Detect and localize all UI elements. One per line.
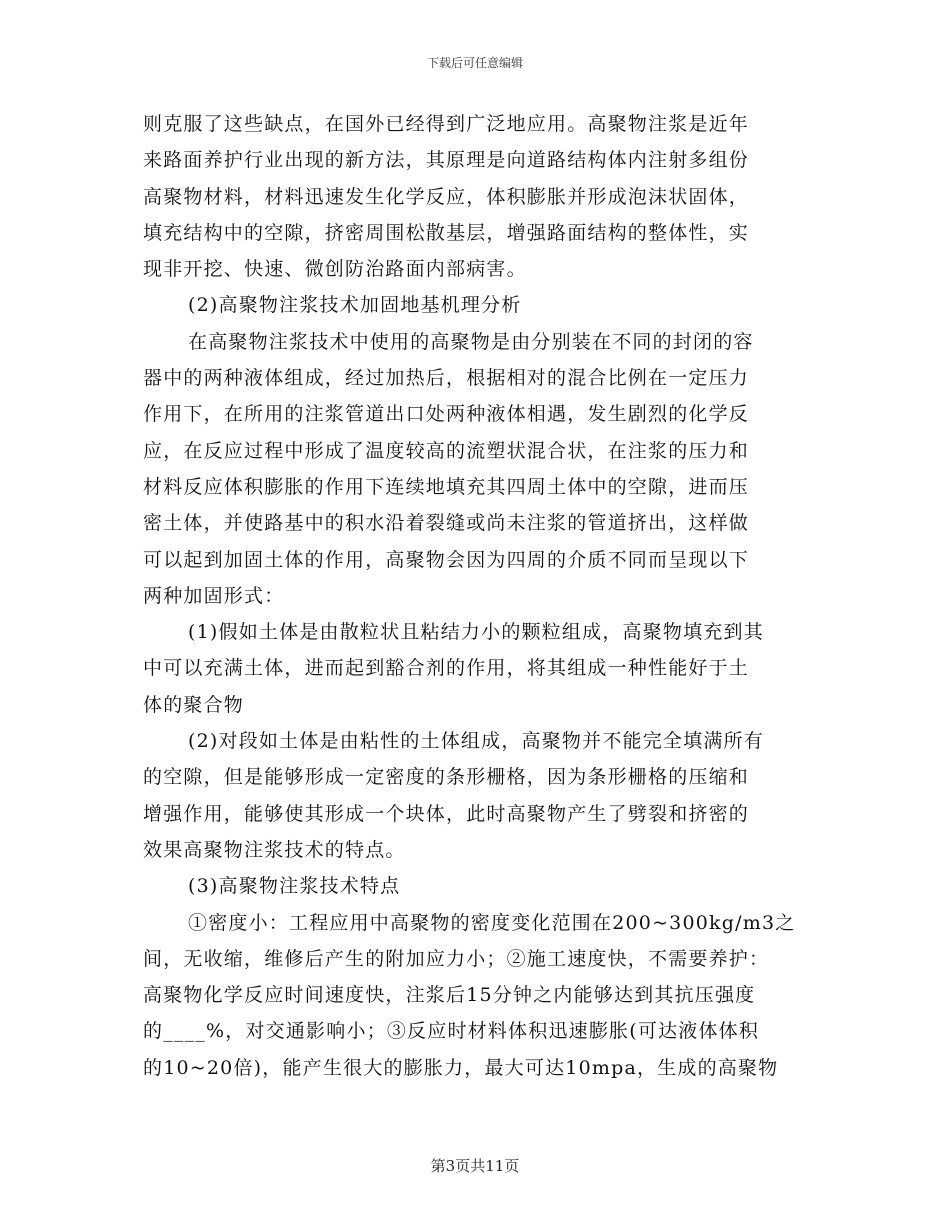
text-line: 高聚物化学反应时间速度快，注浆后15分钟之内能够达到其抗压强度 <box>143 984 756 1007</box>
text-line: 材料反应体积膨胀的作用下连续地填充其四周土体中的空隙，进而压 <box>143 475 750 498</box>
text-line: 间，无收缩，维修后产生的附加应力小；②施工速度快，不需要养护： <box>143 947 770 970</box>
text-line: 现非开挖、快速、微创防治路面内部病害。 <box>143 258 527 281</box>
text-line: 的____%，对交通影响小；③反应时材料体积迅速膨胀(可达液体体积 <box>143 1020 760 1043</box>
text-line: 密土体，并使路基中的积水沿着裂缝或尚未注浆的管道挤出，这样做 <box>143 512 750 535</box>
text-line: ①密度小：工程应用中高聚物的密度变化范围在200~300kg/m3之 <box>188 911 796 934</box>
text-line: 在高聚物注浆技术中使用的高聚物是由分别装在不同的封闭的容 <box>188 330 754 353</box>
text-line: 中可以充满土体，进而起到豁合剂的作用，将其组成一种性能好于土 <box>143 657 750 680</box>
text-line: 填充结构中的空隙，挤密周围松散基层，增强路面结构的整体性，实 <box>143 221 750 244</box>
text-line: 的空隙，但是能够形成一定密度的条形栅格，因为条形栅格的压缩和 <box>143 766 750 789</box>
text-line: 高聚物材料，材料迅速发生化学反应，体积膨胀并形成泡沫状固体， <box>143 185 750 208</box>
section-heading: (3)高聚物注浆技术特点 <box>188 875 401 898</box>
text-line: 器中的两种液体组成，经过加热后，根据相对的混合比例在一定压力 <box>143 367 750 390</box>
text-line: 来路面养护行业出现的新方法，其原理是向道路结构体内注射多组份 <box>143 149 750 172</box>
document-body <box>143 106 811 1086</box>
text-line: 体的聚合物 <box>143 693 245 716</box>
text-line: 则克服了这些缺点，在国外已经得到广泛地应用。高聚物注浆是近年 <box>143 113 750 135</box>
text-line: 可以起到加固土体的作用，高聚物会因为四周的介质不同而呈现以下 <box>143 548 750 571</box>
list-item: (1)假如土体是由散粒状且粘结力小的颗粒组成，高聚物填充到其 <box>188 621 764 644</box>
text-line: 增强作用，能够使其形成一个块体，此时高聚物产生了劈裂和挤密的 <box>143 802 750 825</box>
list-item: (2)对段如土体是由粘性的土体组成，高聚物并不能完全填满所有 <box>188 730 764 753</box>
section-heading: (2)高聚物注浆技术加固地基机理分析 <box>188 294 522 317</box>
text-line: 效果高聚物注浆技术的特点。 <box>143 838 406 861</box>
text-line: 两种加固形式： <box>143 584 285 607</box>
text-line: 作用下，在所用的注浆管道出口处两种液体相遇，发生剧烈的化学反 <box>143 403 750 426</box>
text-line: 的10~20倍)，能产生很大的膨胀力，最大可达10mpa，生成的高聚物 <box>143 1056 779 1079</box>
page-number: 第3页共11页 <box>430 1157 520 1175</box>
text-line: 应，在反应过程中形成了温度较高的流塑状混合状，在注浆的压力和 <box>143 439 750 462</box>
page-header: 下载后可任意编辑 <box>426 56 523 70</box>
